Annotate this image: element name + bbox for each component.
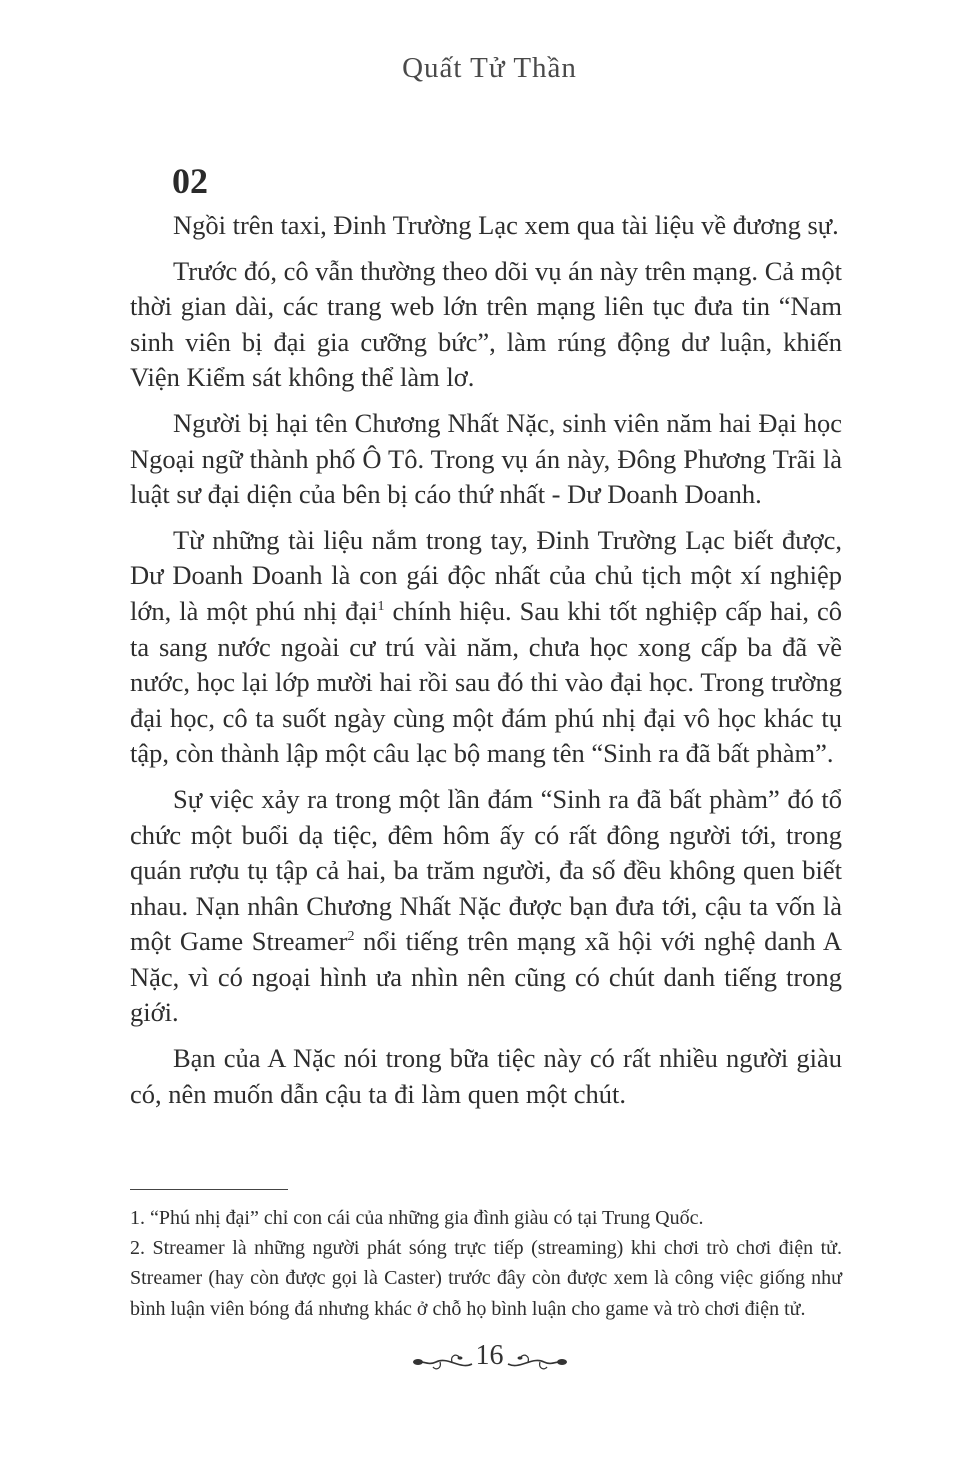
paragraph-6: Bạn của A Nặc nói trong bữa tiệc này có rất nhiều người giàu có, nên muốn dẫn cậu ta đi làm quen một chút.: [130, 1043, 842, 1109]
page-footer: [0, 1340, 979, 1380]
right-flourish-icon: [506, 1350, 568, 1376]
running-head: Quất Tử Thần: [402, 52, 577, 84]
paragraph-2: Trước đó, cô vẫn thường theo dõi vụ án này trên mạng. Cả một thời gian dài, các trang web lớn trên mạng liên tục đưa tin “Nam sinh viên bị đại gia cưỡng bức”, làm rúng động dư luận, khiến Viện Kiểm sát không thể làm lơ.: [130, 255, 842, 393]
paragraph-5-text-b: nổi tiếng trên mạng xã hội với nghệ danh A Nặc, vì có ngoại hình ưa nhìn nên cũng có chút danh tiếng trong giới.: [130, 926, 842, 1028]
paragraph-5: [130, 782, 842, 1031]
page-number: 16: [475, 1340, 504, 1371]
footnote-ref-1[interactable]: 1: [377, 599, 385, 615]
footnote-1: 1. “Phú nhị đại” chỉ con cái của những gia đình giàu có tại Trung Quốc.: [130, 1207, 704, 1229]
paragraph-4-text-a: Từ những tài liệu nắm trong tay, Đinh Trường Lạc biết được, Dư Doanh Doanh là con gái độc nhất của chủ tịch một xí nghiệp lớn, là một phú nhị đại: [130, 524, 842, 626]
chapter-number: 02: [172, 161, 208, 201]
footnote-2: 2. Streamer là những người phát sóng trực tiếp (streaming) khi chơi trò chơi điện tử. Streamer (hay còn được gọi là Caster) trước đây còn được xem là công việc giống như bình luận viên bóng đá nhưng khác ở chỗ họ bình luận cho game và trò chơi điện tử.: [130, 1237, 842, 1320]
body-text: [130, 208, 842, 1122]
paragraph-3: Người bị hại tên Chương Nhất Nặc, sinh viên năm hai Đại học Ngoại ngữ thành phố Ô Tô. Trong vụ án này, Đông Phương Trãi là luật sư đại diện của bên bị cáo thứ nhất - Dư Doanh Doanh.: [130, 407, 842, 510]
paragraph-4-text-b: chính hiệu. Sau khi tốt nghiệp cấp hai, cô ta sang nước ngoài cư trú vài năm, chưa học xong cấp ba đã về nước, học lại lớp mười hai rồi sau đó thi vào đại học. Trong trường đại học, cô ta suốt ngày cùng một đám phú nhị đại vô học khác tụ tập, còn thành lập một câu lạc bộ mang tên “Sinh ra đã bất phàm”.: [130, 595, 842, 769]
paragraph-4: [130, 523, 842, 772]
footnotes: [130, 1203, 842, 1324]
paragraph-5-text-a: Sự việc xảy ra trong một lần đám “Sinh ra đã bất phàm” đó tổ chức một buổi dạ tiệc, đêm hôm ấy có rất đông người tới, trong quán rượu tụ tập cả hai, ba trăm người, đa số đều không quen biết nhau. Nạn nhân Chương Nhất Nặc được bạn đưa tới, cậu ta vốn là một Game Streamer: [130, 783, 842, 957]
footnote-ref-2[interactable]: 2: [347, 929, 355, 945]
footnote-divider: [130, 1189, 288, 1190]
paragraph-1: Ngồi trên taxi, Đinh Trường Lạc xem qua tài liệu về đương sự.: [173, 210, 839, 240]
